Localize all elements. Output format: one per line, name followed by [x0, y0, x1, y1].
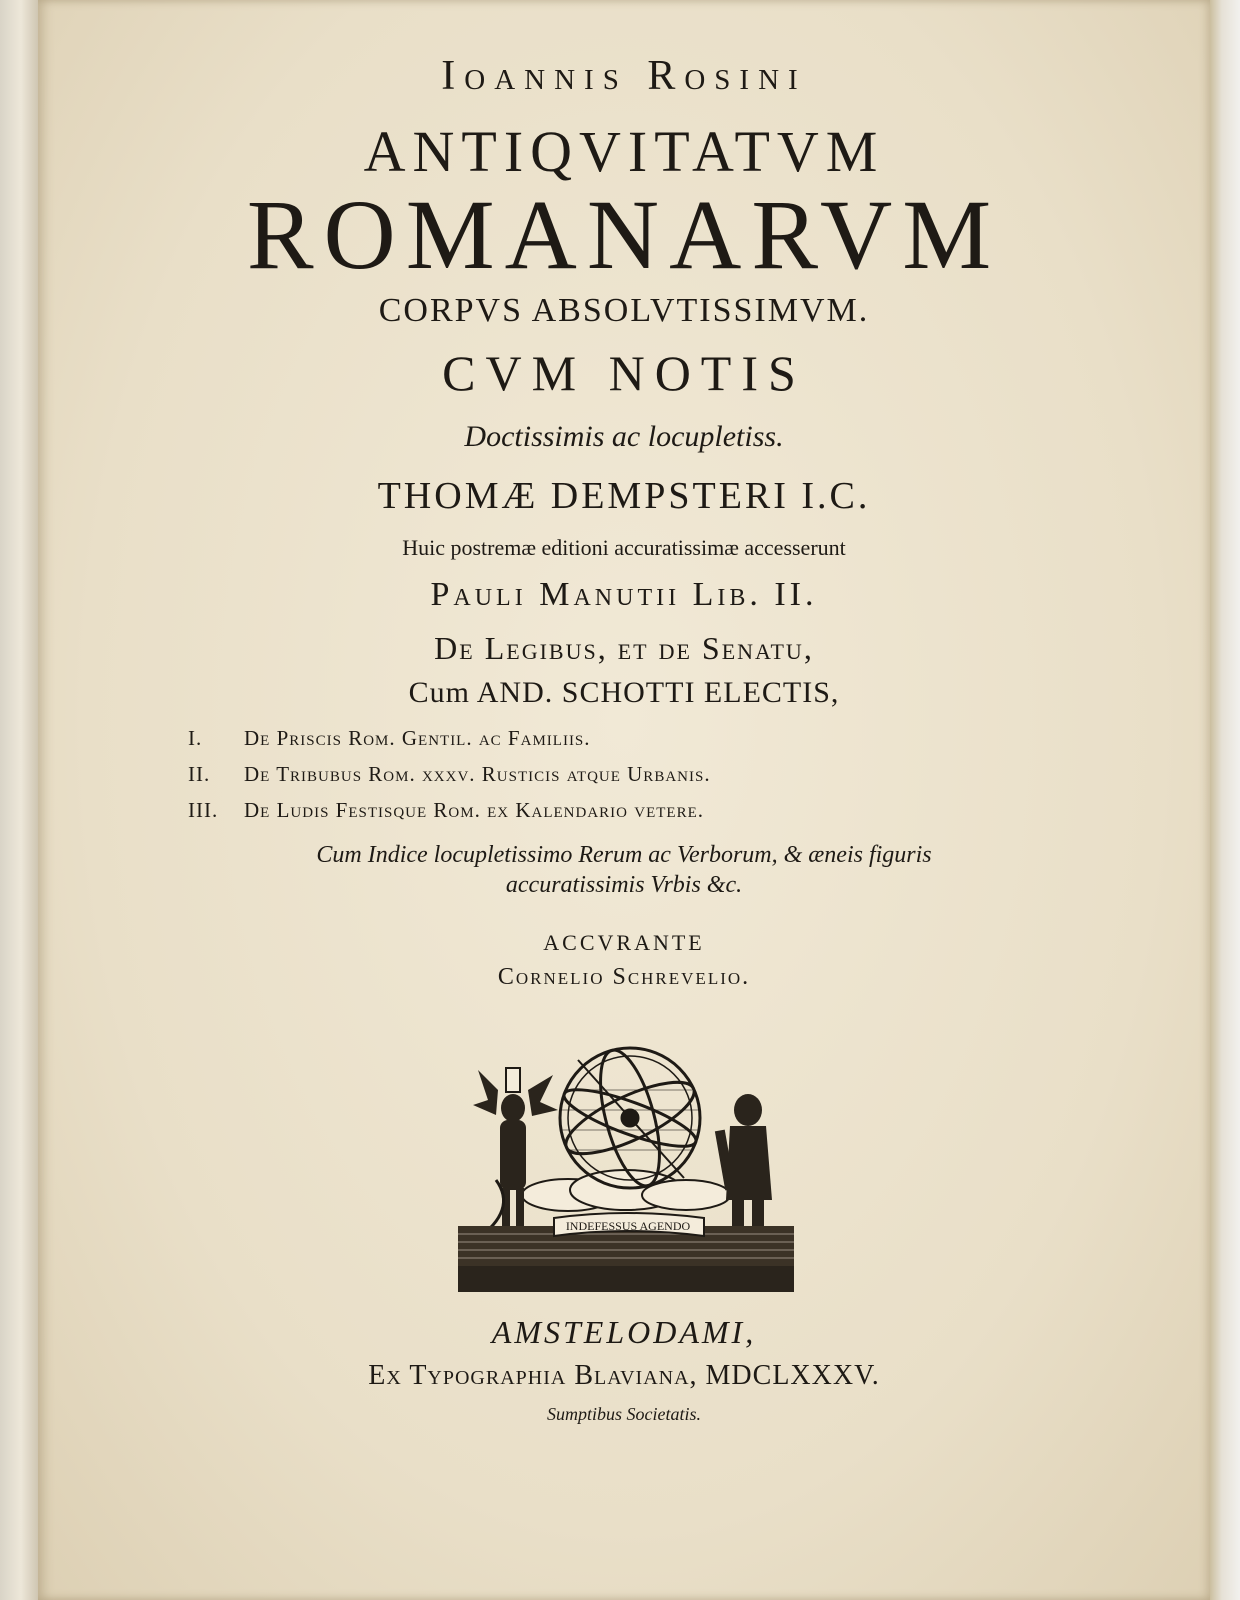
notes-description: Doctissimis ac locupletiss. [464, 420, 784, 453]
index-note-line-1: Cum Indice locupletissimo Rerum ac Verborum, & æneis figuris [316, 842, 932, 868]
curante-label: ACCVRANTE [543, 930, 705, 955]
list-item-text: De Priscis Rom. Gentil. ac Familiis. [244, 726, 591, 750]
list-item [188, 726, 1048, 762]
place-of-publication: AMSTELODAMI, [491, 1314, 757, 1350]
list-item [188, 762, 1048, 798]
page-left-edge [0, 0, 38, 1600]
list-item-number: II. [188, 762, 211, 786]
index-note-line-2: accuratissimis Vrbis &c. [505, 872, 743, 898]
manutius-topics: De Legibus, et de Senatu, [434, 630, 814, 666]
annotator-line: THOMÆ DEMPSTERI I.C. [377, 475, 871, 517]
list-item-text: De Tribubus Rom. xxxv. Rusticis atque Urbanis. [244, 762, 711, 786]
list-item-number: I. [188, 726, 203, 750]
list-item [188, 798, 1048, 834]
title-page [38, 0, 1210, 1600]
sponsor-line: Sumptibus Societatis. [547, 1404, 701, 1424]
title-line-1: ANTIQVITATVM [363, 119, 885, 184]
editor-line: Cornelio Schrevelio. [497, 964, 751, 990]
addition-note: Huic postremæ editioni accuratissimæ accesserunt [402, 535, 846, 560]
imprint-line: Ex Typographia Blaviana, MDCLXXXV. [368, 1360, 880, 1391]
notes-heading: CVM NOTIS [442, 345, 806, 401]
schottus-line: Cum AND. SCHOTTI ELECTIS, [408, 676, 840, 709]
manutius-line: Pauli Manutii Lib. II. [430, 576, 818, 613]
armillary-sphere-emblem-icon [458, 1030, 794, 1292]
list-item-number: III. [188, 798, 219, 822]
contents-list [188, 726, 1048, 834]
printers-device-woodcut [458, 1030, 794, 1292]
page-right-edge [1210, 0, 1240, 1600]
printer-mark-motto: INDEFESSUS AGENDO [565, 1219, 691, 1233]
title-line-2: ROMANARVM [246, 179, 1002, 290]
list-item-text: De Ludis Festisque Rom. ex Kalendario vetere. [244, 798, 704, 822]
title-line-3: CORPVS ABSOLVTISSIMVM. [378, 292, 870, 329]
author-line: Ioannis Rosini [441, 53, 807, 99]
